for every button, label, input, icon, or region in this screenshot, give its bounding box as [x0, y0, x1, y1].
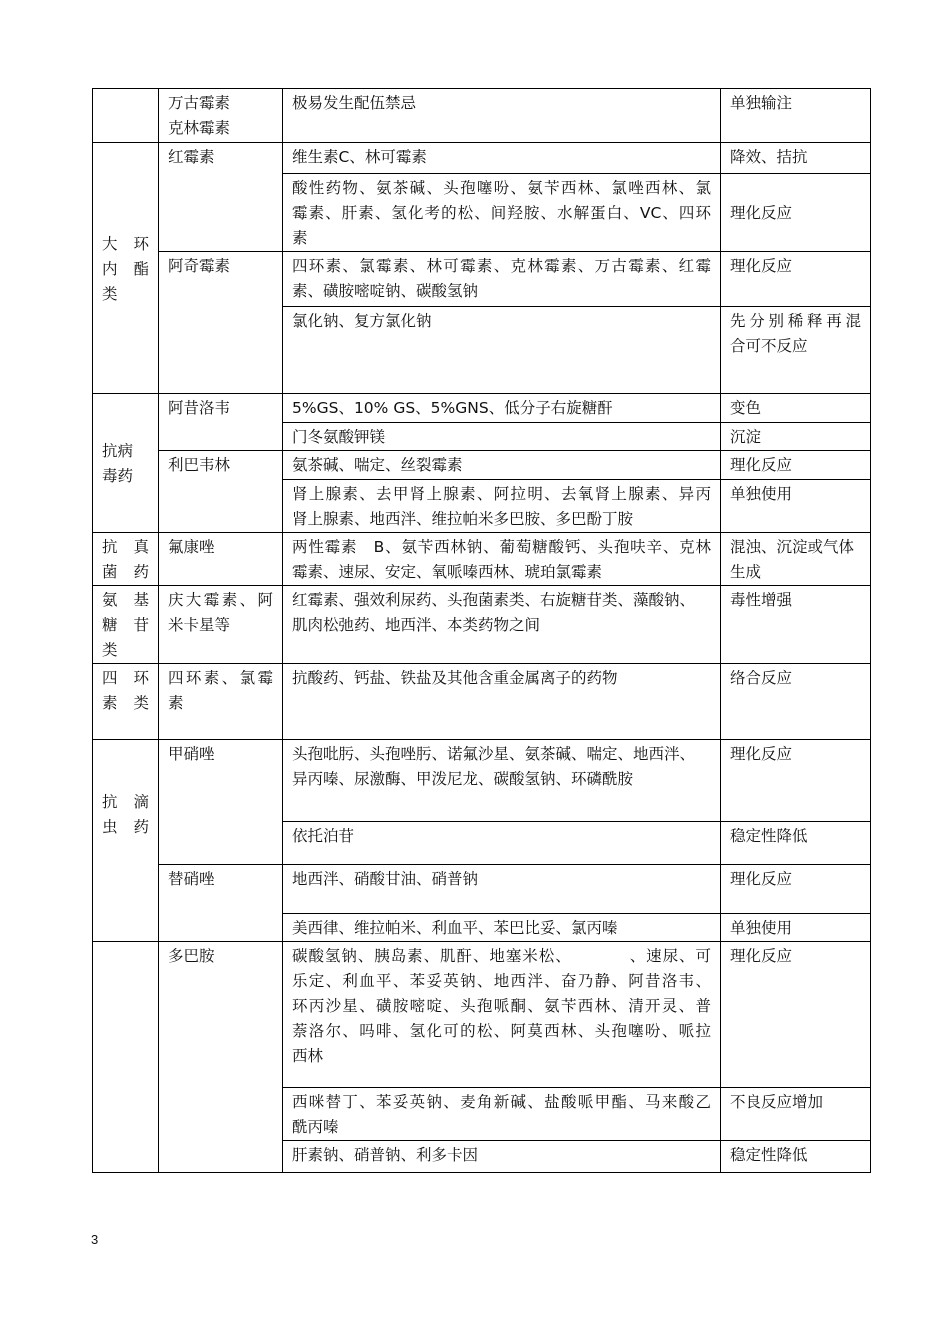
table-row — [93, 394, 871, 423]
result-cell: 理化反应 — [721, 942, 871, 1088]
category-cell: 四 环 素类 — [93, 664, 159, 740]
drug-name-cell: 甲硝唑 — [159, 740, 283, 865]
result-cell: 先分别稀释再混 合可不反应 — [721, 307, 871, 394]
table-row — [93, 664, 871, 740]
incompatible-drugs-cell: 头孢吡肟、头孢唑肟、诺氟沙星、氨茶碱、喘定、地西泮、 异丙嗪、尿激酶、甲泼尼龙、碳酸氢钠、环磷酰胺 — [283, 740, 721, 822]
drug-name-cell: 阿奇霉素 — [159, 252, 283, 394]
table-row — [93, 89, 871, 143]
incompatible-drugs-cell: 西咪替丁、苯妥英钠、麦角新碱、盐酸哌甲酯、马来酸乙 酰丙嗪 — [283, 1088, 721, 1141]
incompatible-drugs-cell: 肝素钠、硝普钠、利多卡因 — [283, 1141, 721, 1173]
drug-name-cell: 四环素、氯霉 素 — [159, 664, 283, 740]
drug-name-cell: 氟康唑 — [159, 533, 283, 586]
table-row — [93, 740, 871, 822]
drug-name-cell: 红霉素 — [159, 143, 283, 252]
incompatible-drugs-cell: 地西泮、硝酸甘油、硝普钠 — [283, 865, 721, 914]
result-cell: 单独使用 — [721, 480, 871, 533]
category-cell: 抗病 毒药 — [93, 394, 159, 533]
incompatible-drugs-cell: 5%GS、10% GS、5%GNS、低分子右旋糖酐 — [283, 394, 721, 423]
result-cell: 单独使用 — [721, 914, 871, 942]
table-row — [93, 533, 871, 586]
drug-name-cell: 多巴胺 — [159, 942, 283, 1173]
incompatible-drugs-cell: 维生素C、林可霉素 — [283, 143, 721, 174]
drug-name-cell: 阿昔洛韦 — [159, 394, 283, 451]
incompatible-drugs-cell: 抗酸药、钙盐、铁盐及其他含重金属离子的药物 — [283, 664, 721, 740]
incompatible-drugs-cell: 两性霉素 B、氨苄西林钠、葡萄糖酸钙、头孢呋辛、克林 霉素、速尿、安定、氧哌嗪西林、琥珀氯霉素 — [283, 533, 721, 586]
drug-name-cell: 万古霉素 克林霉素 — [159, 89, 283, 143]
result-cell: 理化反应 — [721, 865, 871, 914]
incompatible-drugs-cell: 酸性药物、氨茶碱、头孢噻吩、氨苄西林、氯唑西林、氯 霉素、肝素、氢化考的松、间羟胺、水解蛋白、VC、四环 素 — [283, 174, 721, 252]
category-cell — [93, 89, 159, 143]
incompatible-drugs-cell: 依托泊苷 — [283, 822, 721, 865]
category-cell — [93, 942, 159, 1173]
result-cell: 稳定性降低 — [721, 1141, 871, 1173]
drug-name-cell: 利巴韦林 — [159, 451, 283, 533]
category-cell: 大 环 内 酯 类 — [93, 143, 159, 394]
table-row — [93, 451, 871, 480]
page-number: 3 — [91, 1232, 99, 1247]
incompatible-drugs-cell: 红霉素、强效利尿药、头孢菌素类、右旋糖苷类、藻酸钠、 肌肉松弛药、地西泮、本类药物之间 — [283, 586, 721, 664]
incompatible-drugs-cell: 门冬氨酸钾镁 — [283, 423, 721, 451]
category-cell: 氨 基 糖 苷 类 — [93, 586, 159, 664]
result-cell: 单独输注 — [721, 89, 871, 143]
result-cell: 稳定性降低 — [721, 822, 871, 865]
incompatible-drugs-cell: 极易发生配伍禁忌 — [283, 89, 721, 143]
table-row — [93, 143, 871, 174]
result-cell: 沉淀 — [721, 423, 871, 451]
result-cell: 不良反应增加 — [721, 1088, 871, 1141]
incompatible-drugs-cell: 美西律、维拉帕米、利血平、苯巴比妥、氯丙嗪 — [283, 914, 721, 942]
result-cell: 理化反应 — [721, 740, 871, 822]
incompatible-drugs-cell: 四环素、氯霉素、林可霉素、克林霉素、万古霉素、红霉 素、磺胺嘧啶钠、碳酸氢钠 — [283, 252, 721, 307]
table-row — [93, 586, 871, 664]
result-cell: 理化反应 — [721, 451, 871, 480]
table-row — [93, 865, 871, 914]
incompatible-drugs-cell: 碳酸氢钠、胰岛素、肌酐、地塞米松、 、速尿、可 乐定、利血平、苯妥英钠、地西泮、奋乃静、阿昔洛韦、 环丙沙星、磺胺嘧啶、头孢哌酮、氨苄西林、清开灵、普 萘洛尔、吗啡、氢化可的松、阿莫西林、头孢噻吩、哌拉 西林 — [283, 942, 721, 1088]
table-row — [93, 252, 871, 307]
incompatible-drugs-cell: 肾上腺素、去甲肾上腺素、阿拉明、去氧肾上腺素、异丙 肾上腺素、地西泮、维拉帕米多巴胺、多巴酚丁胺 — [283, 480, 721, 533]
result-cell: 理化反应 — [721, 252, 871, 307]
result-cell: 混浊、沉淀或气体 生成 — [721, 533, 871, 586]
result-cell: 变色 — [721, 394, 871, 423]
incompatible-drugs-cell: 氨茶碱、喘定、丝裂霉素 — [283, 451, 721, 480]
result-cell: 理化反应 — [721, 174, 871, 252]
result-cell: 降效、拮抗 — [721, 143, 871, 174]
incompatibility-table — [92, 88, 871, 1173]
drug-name-cell: 庆大霉素、阿 米卡星等 — [159, 586, 283, 664]
category-cell: 抗 真 菌药 — [93, 533, 159, 586]
result-cell: 毒性增强 — [721, 586, 871, 664]
table-row — [93, 942, 871, 1088]
category-cell: 抗 滴 虫药 — [93, 740, 159, 942]
incompatible-drugs-cell: 氯化钠、复方氯化钠 — [283, 307, 721, 394]
result-cell: 络合反应 — [721, 664, 871, 740]
drug-name-cell: 替硝唑 — [159, 865, 283, 942]
